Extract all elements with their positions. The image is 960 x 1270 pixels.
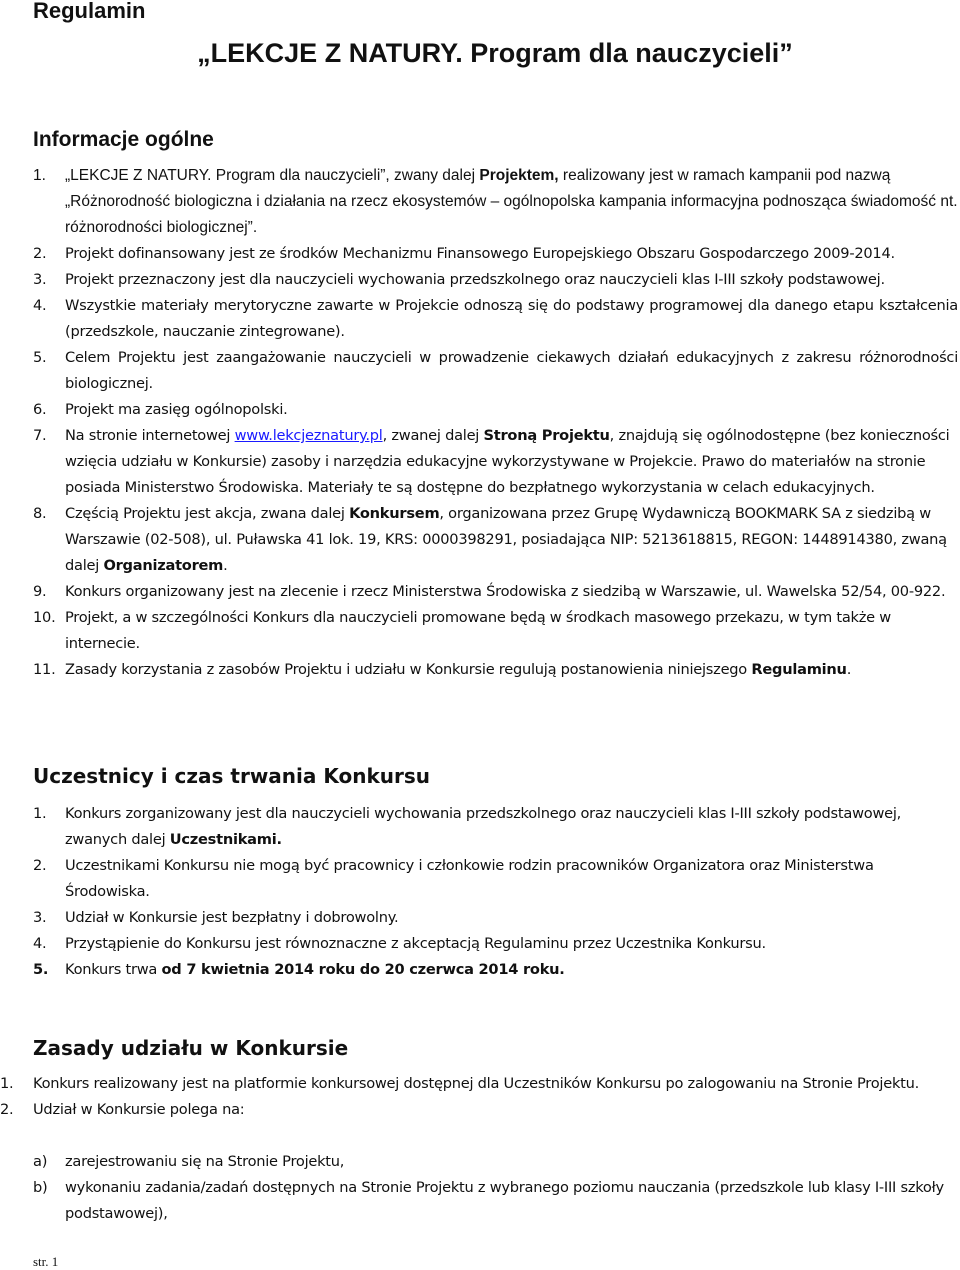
item-number: 1. [33,167,46,184]
list-item: 1. Konkurs zorganizowany jest dla nauczycieli wychowania przedszkolnego oraz nauczycieli klas I-III szkoły podstawowej, zwanych dalej Uczestnikami. [33,801,958,853]
item-number: 4. [33,297,47,314]
item-number: 6. [33,401,47,418]
list-item: 3. Udział w Konkursie jest bezpłatny i dobrowolny. [33,905,958,931]
project-website-link[interactable]: www.lekcjeznatury.pl [234,427,383,444]
document-title: „LEKCJE Z NATURY. Program dla nauczycieli” [197,38,793,68]
general-info-list [33,163,958,683]
item-number: 2. [33,245,47,262]
list-item: 2. Projekt dofinansowany jest ze środków Mechanizmu Finansowego Europejskiego Obszaru Gospodarczego 2009-2014. [33,241,958,267]
item-number: 4. [33,935,47,952]
section-heading-rules: Zasady udziału w Konkursie [33,1036,349,1060]
item-number: 5. [33,961,49,978]
item-number: 1. [0,1075,14,1092]
list-item: 1. „LEKCJE Z NATURY. Program dla nauczycieli”, zwany dalej Projektem, realizowany jest w ramach kampanii pod nazwą „Różnorodność biologiczna i działania na rzecz ekosystemów – ogólnopolska kampania informacyjna podnosząca świadomość nt. różnorodności biologicznej”. [33,163,958,241]
list-item: 6. Projekt ma zasięg ogólnopolski. [33,397,958,423]
item-letter: b) [33,1179,48,1196]
list-item: 7. Na stronie internetowej www.lekcjeznatury.pl, zwanej dalej Stroną Projektu, znajdują się ogólnodostępne (bez konieczności wzięcia udziału w Konkursie) zasoby i narzędzia edukacyjne wykorzystywane w Projekcie. Prawo do materiałów na stronie posiada Ministerstwo Środowiska. Materiały te są dostępne do bezpłatnego wykorzystania w celach edukacyjnych. [33,423,958,501]
item-letter: a) [33,1153,48,1170]
list-item: 5. Konkurs trwa od 7 kwietnia 2014 roku do 20 czerwca 2014 roku. [33,957,958,983]
item-number: 7. [33,427,47,444]
list-item: 8. Częścią Projektu jest akcja, zwana dalej Konkursem, organizowana przez Grupę Wydawniczą BOOKMARK SA z siedzibą w Warszawie (02-508), ul. Puławska 41 lok. 19, KRS: 0000398291, posiadająca NIP: 5213618815, REGON: 1448914380, zwaną dalej Organizatorem. [33,501,958,579]
page-number: str. 1 [33,1254,59,1269]
section-heading-general: Informacje ogólne [33,128,214,151]
rules-list [0,1071,958,1123]
item-number: 11. [33,661,56,678]
item-number: 9. [33,583,47,600]
list-item: b) wykonaniu zadania/zadań dostępnych na Stronie Projektu z wybranego poziomu nauczania (przedszkole lub klasy I-III szkoły podstawowej), [33,1175,958,1227]
list-item: 9. Konkurs organizowany jest na zlecenie i rzecz Ministerstwa Środowiska z siedzibą w Warszawie, ul. Wawelska 52/54, 00-922. [33,579,958,605]
list-item: 5. Celem Projektu jest zaangażowanie nauczycieli w prowadzenie ciekawych działań edukacyjnych z zakresu różnorodności biologicznej. [33,345,958,397]
rules-sublist [33,1149,958,1227]
document-header: Regulamin [33,0,146,23]
item-number: 3. [33,909,47,926]
participants-list [33,801,958,983]
item-number: 3. [33,271,47,288]
list-item: 2. Udział w Konkursie polega na: [0,1097,958,1123]
item-number: 5. [33,349,47,366]
item-number: 2. [0,1101,14,1118]
item-number: 8. [33,505,47,522]
list-item: 3. Projekt przeznaczony jest dla nauczycieli wychowania przedszkolnego oraz nauczycieli klas I-III szkoły podstawowej. [33,267,958,293]
list-item: 4. Wszystkie materiały merytoryczne zawarte w Projekcie odnoszą się do podstawy programowej dla danego etapu kształcenia (przedszkole, nauczanie zintegrowane). [33,293,958,345]
list-item: 11. Zasady korzystania z zasobów Projektu i udziału w Konkursie regulują postanowienia niniejszego Regulaminu. [33,657,958,683]
section-heading-participants: Uczestnicy i czas trwania Konkursu [33,764,431,788]
item-number: 10. [33,609,56,626]
list-item: 1. Konkurs realizowany jest na platformie konkursowej dostępnej dla Uczestników Konkursu po zalogowaniu na Stronie Projektu. [0,1071,958,1097]
list-item: 10. Projekt, a w szczególności Konkurs dla nauczycieli promowane będą w środkach masowego przekazu, w tym także w internecie. [33,605,958,657]
item-number: 2. [33,857,47,874]
list-item: 4. Przystąpienie do Konkursu jest równoznaczne z akceptacją Regulaminu przez Uczestnika Konkursu. [33,931,958,957]
list-item: 2. Uczestnikami Konkursu nie mogą być pracownicy i członkowie rodzin pracowników Organizatora oraz Ministerstwa Środowiska. [33,853,958,905]
list-item: a) zarejestrowaniu się na Stronie Projektu, [33,1149,958,1175]
item-number: 1. [33,805,47,822]
